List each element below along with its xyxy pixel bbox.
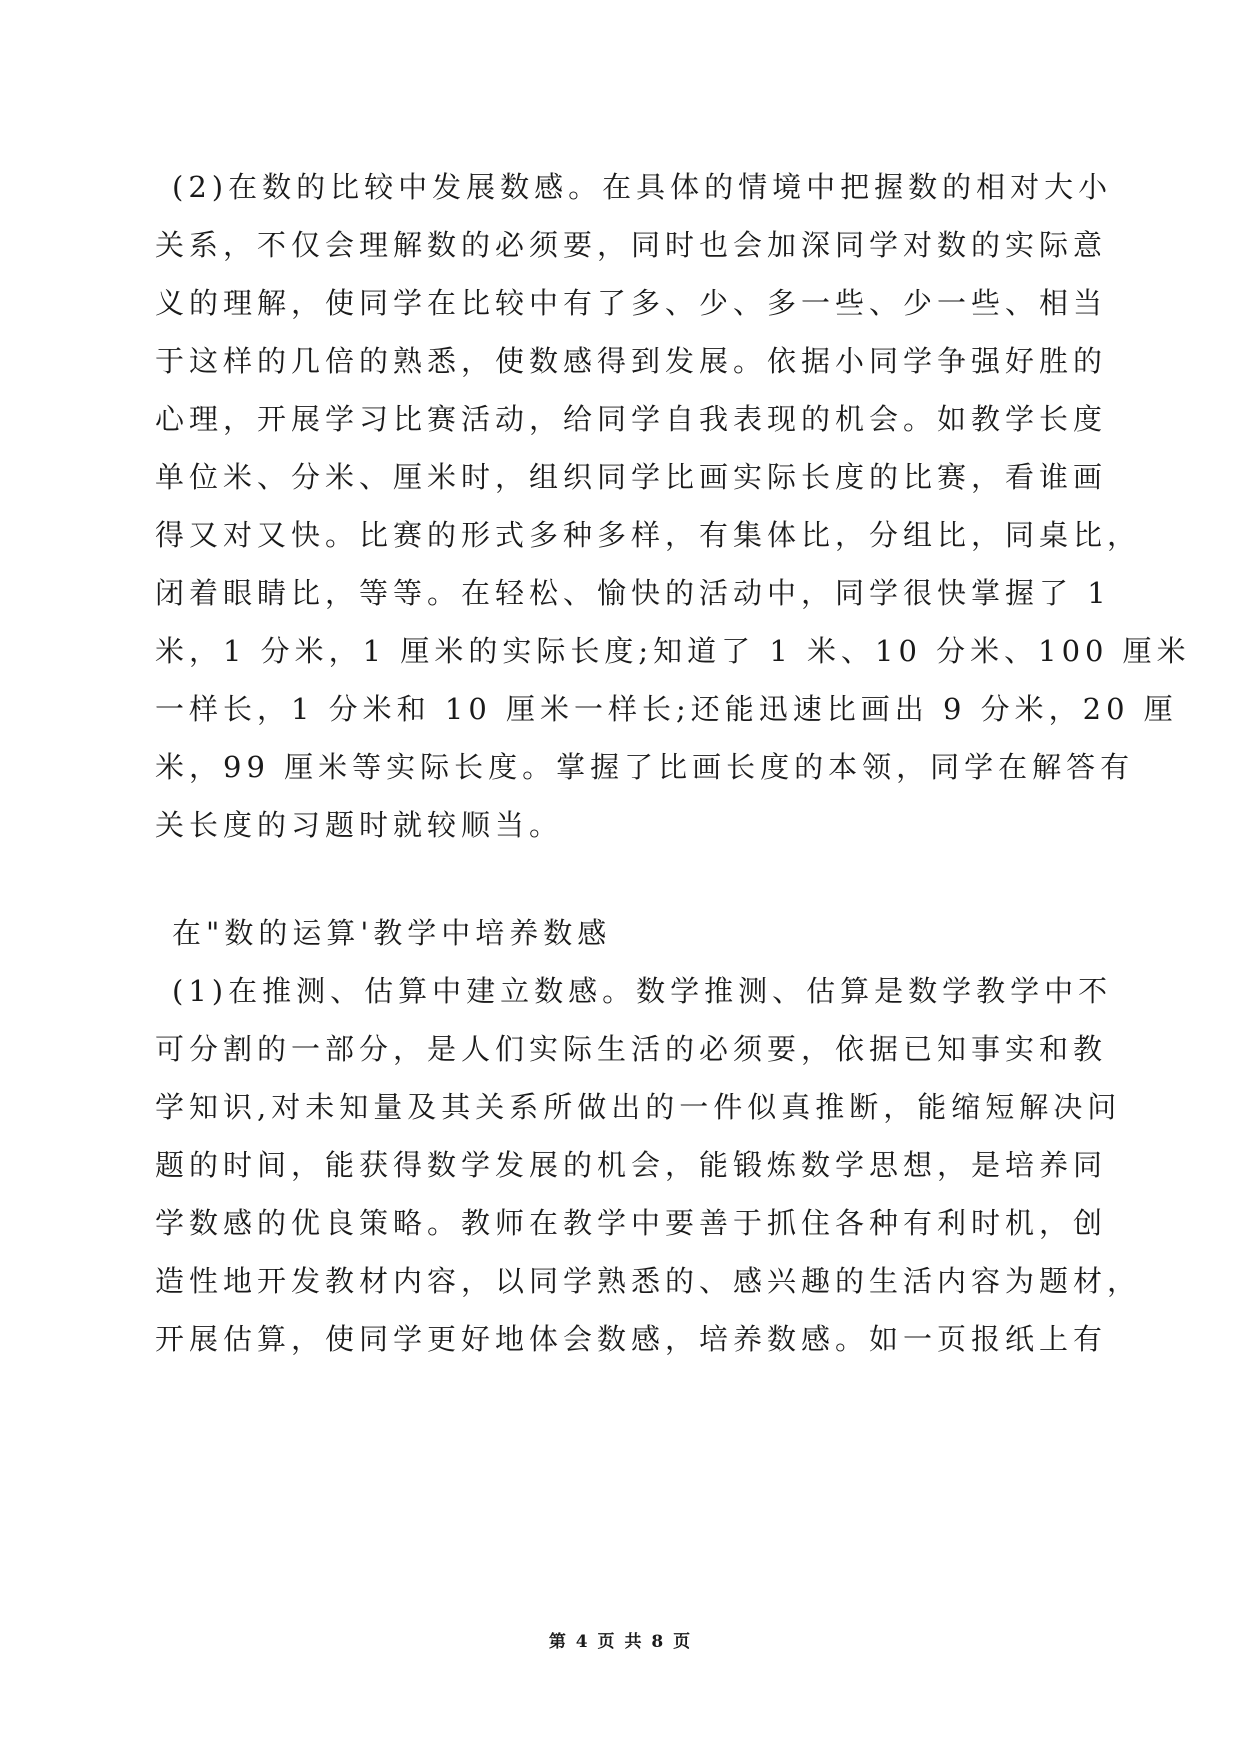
paragraph-line: 造性地开发教材内容，以同学熟悉的、感兴趣的生活内容为题材， (155, 1264, 1142, 1298)
paragraph-line: 心理，开展学习比赛活动，给同学自我表现的机会。如教学长度 (155, 402, 1108, 436)
paragraph-line: 闭着眼睛比，等等。在轻松、愉快的活动中，同学很快掌握了 1 (155, 576, 1111, 610)
paragraph-line: 学数感的优良策略。教师在教学中要善于抓住各种有利时机，创 (155, 1206, 1108, 1240)
paragraph-line: 关长度的习题时就较顺当。 (155, 808, 564, 842)
page-number-footer: 第 4 页 共 8 页 (548, 1632, 693, 1652)
paragraph-line: 学知识,对未知量及其关系所做出的一件似真推断，能缩短解决问 (155, 1090, 1122, 1124)
paragraph-line: 关系，不仅会理解数的必须要，同时也会加深同学对数的实际意 (155, 228, 1108, 262)
section-heading: 在"数的运算'教学中培养数感 (172, 916, 612, 950)
paragraph-line: 米，99 厘米等实际长度。掌握了比画长度的本领，同学在解答有 (155, 750, 1135, 784)
paragraph-line: (2)在数的比较中发展数感。在具体的情境中把握数的相对大小 (172, 170, 1113, 204)
paragraph-line: 义的理解，使同学在比较中有了多、少、多一些、少一些、相当 (155, 286, 1108, 320)
paragraph-line: 一样长，1 分米和 10 厘米一样长;还能迅速比画出 9 分米，20 厘 (155, 692, 1178, 726)
paragraph-line: 题的时间，能获得数学发展的机会，能锻炼数学思想，是培养同 (155, 1148, 1108, 1182)
paragraph-line: 单位米、分米、厘米时，组织同学比画实际长度的比赛，看谁画 (155, 460, 1108, 494)
paragraph-line: 得又对又快。比赛的形式多种多样，有集体比，分组比，同桌比， (155, 518, 1142, 552)
paragraph-line: 开展估算，使同学更好地体会数感，培养数感。如一页报纸上有 (155, 1322, 1108, 1356)
paragraph-line: 米，1 分米，1 厘米的实际长度;知道了 1 米、10 分米、100 厘米 (155, 634, 1191, 668)
paragraph-line: 于这样的几倍的熟悉，使数感得到发展。依据小同学争强好胜的 (155, 344, 1108, 378)
paragraph-line: (1)在推测、估算中建立数感。数学推测、估算是数学教学中不 (172, 974, 1113, 1008)
paragraph-line: 可分割的一部分，是人们实际生活的必须要，依据已知事实和教 (155, 1032, 1108, 1066)
